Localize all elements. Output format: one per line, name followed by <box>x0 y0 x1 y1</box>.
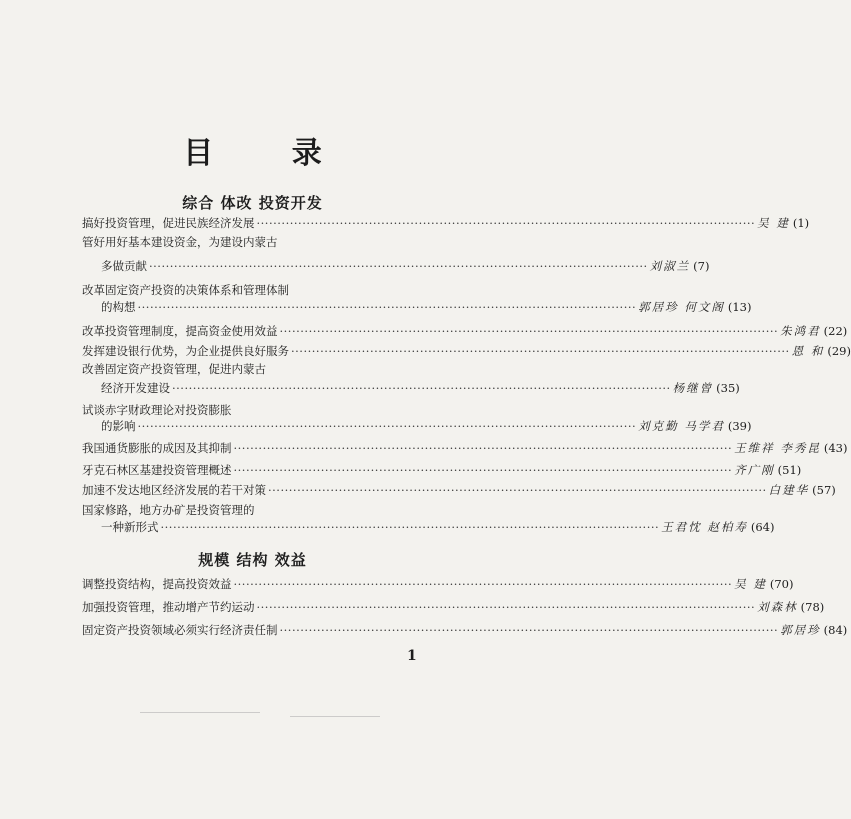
entry-title: 一种新形式 <box>101 520 159 534</box>
section-heading-1: 综合 体改 投资开发 <box>182 194 323 212</box>
toc-entry <box>82 438 848 458</box>
dot-leader: ························································································································ <box>291 344 790 358</box>
toc-entry <box>82 597 825 617</box>
scan-smudge <box>140 712 260 713</box>
entry-page: (84) <box>823 623 848 637</box>
entry-title: 加强投资管理，推动增产节约运动 <box>82 600 255 614</box>
entry-page: (64) <box>750 520 775 534</box>
entry-page: (22) <box>823 324 848 338</box>
dot-leader: ························································································································ <box>137 300 637 314</box>
entry-author: 杨继曾 <box>672 381 714 395</box>
entry-page: (43) <box>823 441 848 455</box>
toc-entry <box>82 359 436 379</box>
toc-entry <box>101 416 752 436</box>
toc-entry <box>82 480 836 500</box>
page-title: 目 录 <box>183 136 356 171</box>
dot-leader: ························································································································ <box>268 483 767 497</box>
toc-entry <box>82 574 794 594</box>
entry-title: 发挥建设银行优势，为企业提供良好服务 <box>82 344 289 358</box>
dot-leader: ························································································································ <box>233 441 733 455</box>
entry-title: 改革投资管理制度，提高资金使用效益 <box>82 324 278 338</box>
dot-leader: ························································································································ <box>233 463 733 477</box>
entry-title: 改革固定资产投资的决策体系和管理体制 <box>82 283 289 297</box>
entry-title: 国家修路，地方办矿是投资管理的 <box>82 503 255 517</box>
entry-author: 郭居珍 何文阁 <box>638 300 725 314</box>
entry-author: 刘森林 <box>757 600 798 614</box>
scan-smudge <box>290 716 380 717</box>
entry-title: 固定资产投资领域必须实行经济责任制 <box>82 623 278 637</box>
entry-author: 吴 建 <box>757 216 790 230</box>
dot-leader: ························································································································ <box>233 577 733 591</box>
entry-author: 白建华 <box>768 483 810 497</box>
entry-title: 管好用好基本建设资金，为建设内蒙古 <box>82 235 278 249</box>
entry-title: 的构想 <box>101 300 136 314</box>
toc-entry <box>101 517 775 537</box>
dot-leader: ························································································································ <box>279 623 779 637</box>
entry-author: 王君忱 赵柏寿 <box>661 520 748 534</box>
entry-title: 调整投资结构，提高投资效益 <box>82 577 232 591</box>
dot-leader: ························································································································ <box>172 381 671 395</box>
toc-entry <box>82 321 848 341</box>
entry-author: 郭居珍 <box>780 623 821 637</box>
entry-title: 多做贡献 <box>101 259 147 273</box>
entry-page: (7) <box>693 259 710 273</box>
dot-leader: ························································································································ <box>160 520 660 534</box>
entry-title: 加速不发达地区经济发展的若干对策 <box>82 483 266 497</box>
entry-title: 我国通货膨胀的成因及其抑制 <box>82 441 232 455</box>
entry-title: 经济开发建设 <box>101 381 170 395</box>
entry-page: (78) <box>800 600 825 614</box>
toc-entry <box>82 213 810 233</box>
entry-page: (13) <box>727 300 752 314</box>
dot-leader: ························································································································ <box>149 259 648 273</box>
entry-author: 恩 和 <box>791 344 825 358</box>
dot-leader: ························································································································ <box>256 216 756 230</box>
entry-author: 刘淑兰 <box>649 259 691 273</box>
dot-leader: ························································································································ <box>256 600 756 614</box>
entry-page: (51) <box>777 463 802 477</box>
page-number: 1 <box>407 648 417 664</box>
toc-entry <box>101 256 710 276</box>
entry-page: (29) <box>827 344 851 358</box>
toc-entry <box>82 232 436 252</box>
entry-author: 刘克勤 马学君 <box>638 419 725 433</box>
dot-leader: ························································································································ <box>279 324 779 338</box>
entry-page: (39) <box>727 419 752 433</box>
entry-author: 吴 建 <box>734 577 767 591</box>
entry-page: (1) <box>792 216 810 230</box>
entry-title: 试谈赤字财政理论对投资膨胀 <box>82 403 232 417</box>
entry-page: (57) <box>812 483 836 497</box>
entry-author: 齐广刚 <box>734 463 775 477</box>
entry-title: 改善固定资产投资管理，促进内蒙古 <box>82 362 266 376</box>
toc-entry <box>101 378 740 398</box>
dot-leader: ························································································································ <box>137 419 637 433</box>
entry-page: (70) <box>769 577 794 591</box>
entry-title: 搞好投资管理，促进民族经济发展 <box>82 216 255 230</box>
toc-entry <box>101 297 752 317</box>
toc-entry <box>82 341 851 361</box>
entry-page: (35) <box>716 381 740 395</box>
entry-title: 牙克石林区基建投资管理概述 <box>82 463 232 477</box>
toc-entry <box>82 620 848 640</box>
entry-author: 王维祥 李秀昆 <box>734 441 821 455</box>
section-heading-2: 规模 结构 效益 <box>198 551 307 569</box>
entry-title: 的影响 <box>101 419 136 433</box>
entry-author: 朱鸿君 <box>780 324 821 338</box>
toc-entry <box>82 460 802 480</box>
